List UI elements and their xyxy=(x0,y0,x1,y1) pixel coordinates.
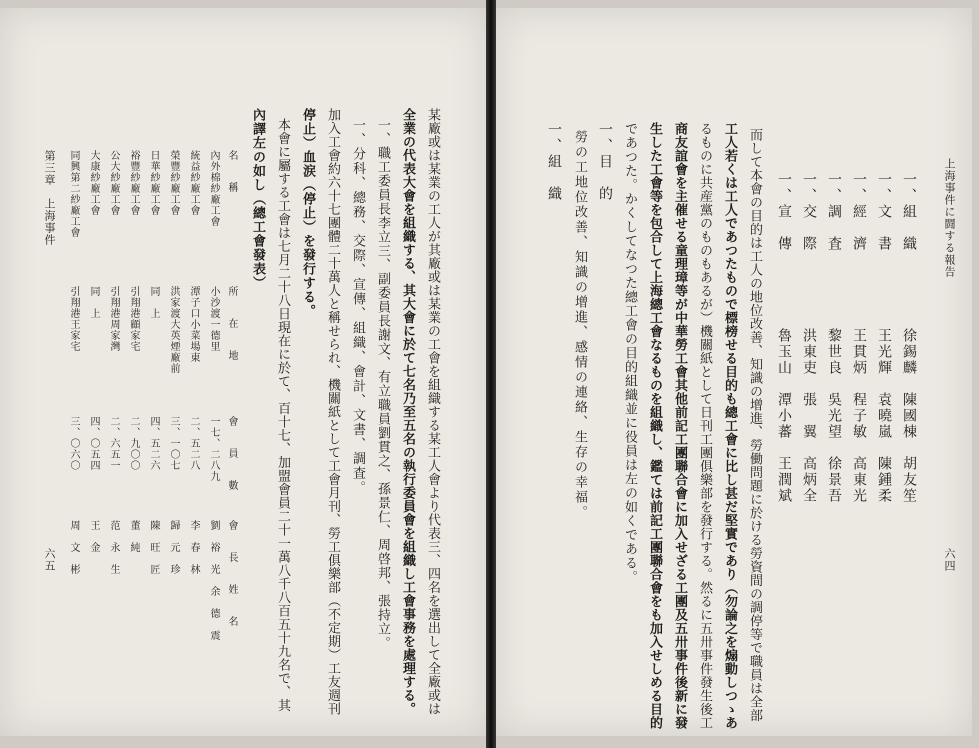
book-spine xyxy=(486,0,496,748)
union-leader: 周 文 彬 xyxy=(68,520,79,575)
purpose-text: 勞の工地位改善、知識の增進、感情の連絡、生存の幸福。 xyxy=(572,130,587,520)
union-name: 日華紗廠工會 xyxy=(148,150,159,216)
left-running-header: 第三章 上海事件 xyxy=(43,150,56,246)
union-location: 引翔港周家灣 xyxy=(108,286,119,352)
dept-members: 王貫炳 程子敏 高東光 xyxy=(851,328,867,504)
union-name: 大康紗廠工會 xyxy=(88,150,99,216)
left-paragraph-line: 一、分科、總務、交際、宣傳、組織、會計、文書、調査。 xyxy=(350,118,365,495)
right-running-header: 上海事件に闘する報告 xyxy=(943,158,956,278)
union-leader: 李 春 林 xyxy=(188,520,199,575)
union-name: 裕豐紗廠工會 xyxy=(128,150,139,216)
union-leader: 陳 旺 匠 xyxy=(148,520,159,575)
union-location: 引翔港王家宅 xyxy=(68,286,79,352)
paragraph-line: であつた。かくしてなつた總工會の目的組織並に役員は左の如くである。 xyxy=(622,122,637,584)
dept-members: 徐錫麟 陳國棟 胡友笙 xyxy=(901,328,917,504)
union-location: 引翔港顧家宅 xyxy=(128,286,139,352)
left-paragraph-line: 一、職工委員長李立三、副委員長謝文、有立職員劉貫之、孫景仁、周啓邦、張持立。 xyxy=(375,118,390,650)
union-leader: 王 金 xyxy=(88,520,99,553)
table-header-location: 所 在 地 xyxy=(226,286,237,366)
union-member-count: 二、五二八 xyxy=(188,416,199,471)
paragraph-line: 工人若くは工人であつたもので標榜せる目的も總工會に比し甚だ堅實であり（勿論之を煽動しつゝあ xyxy=(722,122,737,730)
union-name: 內外棉紗廠工會 xyxy=(208,150,219,227)
union-leader: 歸 元 珍 xyxy=(168,520,179,575)
left-paragraph-line: 某廠或は某業の工人が其廠或は某業の工會を組織する某工人會より代表三、四名を選出して全廠或は xyxy=(425,108,440,716)
union-location: 同 上 xyxy=(148,286,159,319)
union-member-count: 三、〇六〇 xyxy=(68,416,79,471)
purpose-title: 一、目 的 xyxy=(597,122,613,202)
union-name: 榮豐紗廠工會 xyxy=(168,150,179,216)
union-location: 小沙渡一德里 xyxy=(208,286,219,352)
dept-members: 王光輝 袁曉嵐 陳鍾柔 xyxy=(876,328,892,504)
org-title: 一、組 織 xyxy=(546,122,562,202)
union-member-count: 二、九〇〇 xyxy=(128,416,139,471)
union-member-count: 三、一〇七 xyxy=(168,416,179,471)
dept-members: 魯玉山 潭小蕃 王潤斌 xyxy=(776,328,792,504)
left-paragraph-line: 全業の代表大會を組織する、其大會に於て七名乃至五名の執行委員會を組織し工會事務を處理する。 xyxy=(400,108,415,716)
dept-label: 一、經 濟 xyxy=(851,172,867,252)
union-location: 同 上 xyxy=(88,286,99,319)
union-leader: 劉 裕 光 余 德 震 xyxy=(208,520,219,641)
union-member-count: 四、〇五四 xyxy=(88,416,99,471)
right-page-number: 六四 xyxy=(943,548,956,572)
paragraph-line: るものに共産黨のものもあるが）機關紙として日刊工團俱樂部を發行する。然るに五卅事件發生後工 xyxy=(697,122,712,730)
left-page-number: 六五 xyxy=(43,548,56,572)
left-paragraph-line: 本會に屬する工會は七月二十八日現在に於て、百十七、加盟會員二十一萬八千八百五十九名で、其 xyxy=(275,118,290,712)
table-header-count: 會 員 數 xyxy=(226,416,237,496)
dept-label: 一、交 際 xyxy=(801,172,817,252)
union-name: 同興第二紗廠工會 xyxy=(68,150,79,238)
table-header-name: 名 稱 xyxy=(226,150,237,198)
union-name: 統益紗廠工會 xyxy=(188,150,199,216)
union-location: 洪家渡大英煙廠前 xyxy=(168,286,179,374)
left-paragraph-line: 停止）血涙（停止）を發行する。 xyxy=(300,108,315,318)
dept-members: 洪東吏 張 翼 高炳全 xyxy=(801,328,817,504)
union-member-count: 四、五二六 xyxy=(148,416,159,471)
dept-label: 一、文 書 xyxy=(876,172,892,252)
union-leader: 范 永 生 xyxy=(108,520,119,575)
paragraph-line: 生した工會等を包合して上海總工會なるものを組織し、鑑ては前記工團聯合會をも加入せしめる目的 xyxy=(647,122,662,730)
union-name: 公大紗廠工會 xyxy=(108,150,119,216)
dept-label: 一、組 織 xyxy=(901,172,917,252)
paragraph-line: 而して本會の目的は工人の地位改善、知識の增進、勞働問題に於ける勞資間の調停等で職員は全部 xyxy=(747,128,762,722)
union-member-count: 一七、二八九 xyxy=(208,416,219,482)
union-location: 潭子口小菜場東 xyxy=(188,286,199,363)
table-header-leader: 會 長 姓 名 xyxy=(226,520,237,632)
union-member-count: 二、六五一 xyxy=(108,416,119,471)
dept-members: 黎世良 吳光望 徐景吾 xyxy=(826,328,842,504)
left-paragraph-line: 內譯左の如し（總工會發表） xyxy=(250,108,265,290)
dept-label: 一、調 査 xyxy=(826,172,842,252)
union-leader: 董 純 xyxy=(128,520,139,553)
paragraph-line: 商友誼會を主催せる童理璋等が中華勞工會其他前記工團聯合會に加入せざる工團及五卅事件後新に發 xyxy=(672,122,687,730)
left-paragraph-line: 加入工會約六十七團體二十萬人と稱せられ、機關紙として工會月刊、勞工俱樂部（不定期）工友週刊 xyxy=(325,108,340,716)
dept-label: 一、宣 傳 xyxy=(776,172,792,252)
